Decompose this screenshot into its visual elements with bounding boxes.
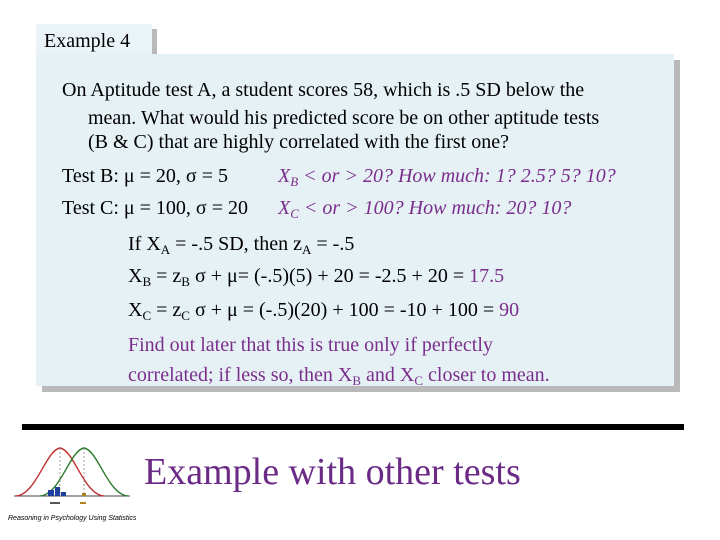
test-b-label: Test B: μ = 20, σ = 5 xyxy=(62,165,228,187)
result-b: 17.5 xyxy=(469,265,505,287)
test-b-question: $X_B$ < or > 20? How much: 1? 2.5? 5? 10? xyxy=(278,165,616,189)
solution-line-3: $X_C = z_C$ σ + μ = (-.5)(20) + 100 = -10 + 100 = 90 xyxy=(128,299,520,323)
test-c-label: Test C: μ = 100, σ = 20 xyxy=(62,197,248,219)
problem-line-3: (B & C) that are highly correlated with the first one? xyxy=(88,131,509,153)
solution-line-4: Find out later that this is true only if perfectly xyxy=(128,334,493,356)
example-title: Example 4 xyxy=(44,30,131,52)
slide-subtitle: Example with other tests xyxy=(144,451,521,493)
solution-line-2: $X_B = z_B$ σ + μ= (-.5)(5) + 20 = -2.5 + 20 = 17.5 xyxy=(128,265,505,289)
divider-rule xyxy=(22,424,684,430)
example-tab xyxy=(36,24,152,56)
problem-line-1: On Aptitude test A, a student scores 58, which is .5 SD below the xyxy=(62,79,585,101)
solution-line-5: correlated; if less so, then $X_B$ and $X_C$ closer to mean. xyxy=(128,364,550,388)
footer-text: Reasoning in Psychology Using Statistics xyxy=(8,515,137,522)
result-c: 90 xyxy=(499,299,520,321)
solution-line-1: If $X_A = -.5$ SD, then $z_A = -.5$ xyxy=(128,233,355,257)
test-c-question: $X_C$ < or > 100? How much: 20? 10? xyxy=(278,197,572,221)
problem-line-2: mean. What would his predicted score be on other aptitude tests xyxy=(88,107,600,129)
normal-curves-thumbnail-icon xyxy=(10,440,132,516)
